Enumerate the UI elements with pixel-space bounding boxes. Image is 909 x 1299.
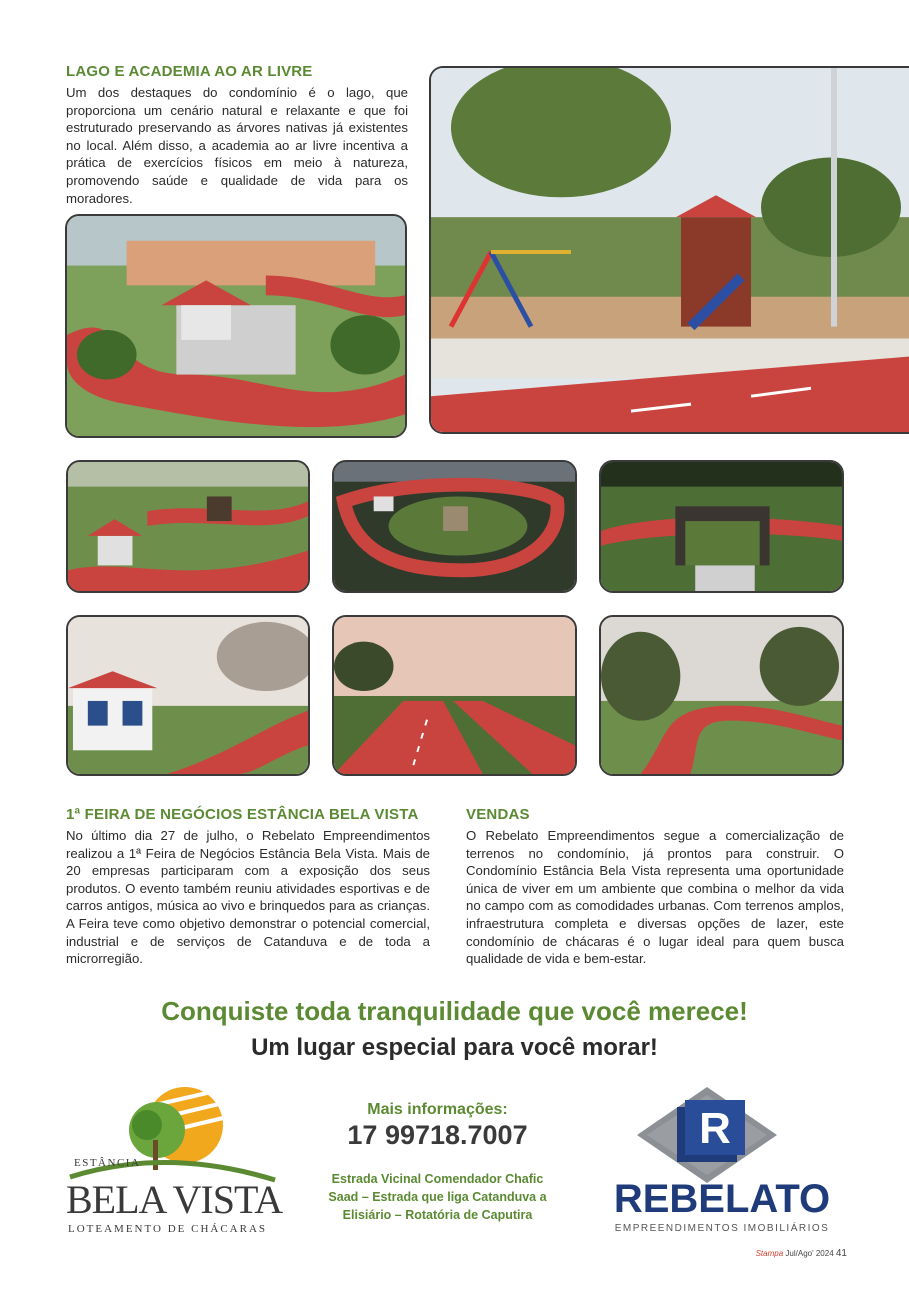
logo-estancia-label: ESTÂNCIA [74,1157,141,1169]
playground-photo [429,66,909,434]
bela-vista-logo [60,1085,285,1245]
logo-bela-vista-sub: LOTEAMENTO DE CHÁCARAS [68,1223,268,1235]
rebelato-sub: EMPREENDIMENTOS IMOBILIÁRIOS [614,1223,830,1234]
lake-title: LAGO E ACADEMIA AO AR LIVRE [66,63,313,80]
slogan-line-1: Conquiste toda tranquilidade que você merece! [161,996,748,1026]
footer-issue: Jul/Ago' 2024 [785,1249,834,1258]
rebelato-logo-letter: R [699,1104,731,1153]
rebelato-diamond-emblem [597,1085,847,1185]
sales-text: O Rebelato Empreendimentos segue a comercialização de terrenos no condomínio, já prontos para construir. O Condomínio Estância Bela Vista representa uma oportunidade única de viver em um ambiente que combina o melhor da vida no campo com as comodidades urbanas. Com terrenos amplos, infraestrutura completa e diversas opções de lazer, este condomínio de chácaras é o lugar ideal para quem busca qualidade de vida e bem-estar. [466,828,844,967]
slogan-line-2: Um lugar especial para você morar! [251,1034,658,1061]
contact-phone: 17 99718.7007 [347,1120,528,1150]
contact-title: Mais informações: [367,1101,508,1118]
footer-brand: Stampa [755,1249,784,1258]
lake-text: Um dos destaques do condomínio é o lago, que proporciona um cenário natural e relaxante e que foi estruturado preservando as árvores nativas já existentes no local. Além disso, a academia ao ar livre incentiva a prática de exercícios físicos em meio à natureza, promovendo saúde e qualidade de vida para os moradores. [66,85,408,206]
fair-title: 1ª FEIRA DE NEGÓCIOS ESTÂNCIA BELA VISTA [66,806,419,823]
rebelato-logo [597,1085,847,1245]
logo-bela-vista-name: BELA VISTA [66,1177,283,1222]
gazebo-photo-1 [66,460,310,593]
sales-title: VENDAS [466,806,530,823]
night-gazebo-photo [332,460,577,593]
contact-address: Estrada Vicinal Comendador Chafic Saad – Estrada que liga Catanduva a Elisiário – Rotatória de Caputira [328,1172,547,1222]
kiosk-track-photo [66,615,310,776]
pergola-night-photo [599,460,844,593]
footer-page-number: 41 [835,1248,847,1259]
sunset-track-photo [332,615,577,776]
outdoor-gym-photo [65,214,407,438]
fair-text: No último dia 27 de julho, o Rebelato Empreendimentos realizou a 1ª Feira de Negócios Estância Bela Vista. Mais de 20 empresas participaram com a exposição dos seus produtos. O evento também reuniu atividades esportivas e de carros antigos, música ao vivo e brinquedos para as crianças. A Feira teve como objetivo demonstrar o potencial comercial, industrial e de serviços de Catanduva e de toda a microrregião. [66,828,430,967]
rebelato-name: REBELATO [613,1177,831,1221]
page-footer [756,1248,847,1259]
curved-track-photo [599,615,844,776]
